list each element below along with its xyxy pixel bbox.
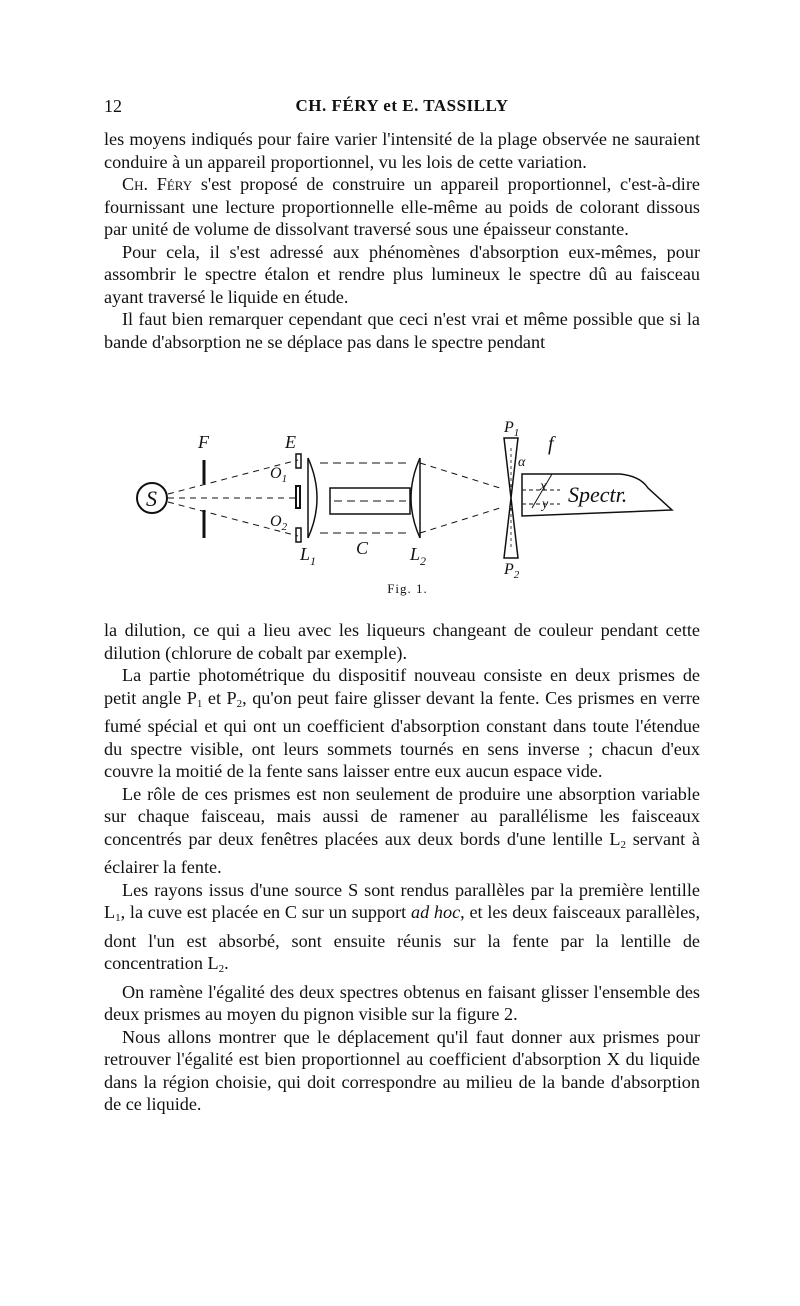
paragraph-text: s'est proposé de construire un appareil proportionnel, c'est-à-dire fournissant une lecture proportionnelle elle-même au poids de colorant dissous par unité de volume de dissolvant traversé sous une épaisseur constante.: [104, 174, 700, 239]
label-L1: $L_1$: [300, 544, 317, 568]
label-S: S: [146, 486, 157, 511]
paragraph-text: , et les deux faisceaux parallèles, dont l'un est absorbé, sont ensuite réunis sur la fente par la lentille de concentration L: [104, 902, 701, 973]
paragraph: On ramène l'égalité des deux spectres obtenus en faisant glisser l'ensemble des deux prismes au moyen du pignon visible sur la figure 2.: [104, 981, 700, 1024]
converging-rays: [420, 463, 500, 533]
label-x: x: [540, 479, 547, 494]
subscript: 2: [620, 838, 627, 851]
paragraph-text: , la cuve est placée en C sur un support: [120, 902, 411, 922]
running-title: CH. FÉRY et E. TASSILLY: [295, 96, 509, 115]
bottom-text-block: [104, 619, 700, 1116]
paragraph-text: et P: [202, 687, 237, 708]
label-y: y: [542, 497, 549, 512]
subscript: 2: [218, 963, 225, 975]
central-stop: [296, 486, 300, 508]
window-O2: [296, 528, 301, 542]
label-P1: $P_1$: [504, 419, 520, 439]
page-header: [104, 96, 700, 120]
subscript: 1: [196, 697, 203, 710]
figure-caption: Fig. 1.: [387, 581, 428, 596]
paragraph: [104, 879, 700, 981]
label-E: E: [285, 432, 296, 452]
paragraph-text: La partie photométrique du dispositif nouveau consiste en deux prismes de petit angle P: [104, 665, 700, 708]
label-O1: $O_1$: [270, 465, 288, 485]
figure-1: [120, 418, 695, 604]
paragraph-text: .: [224, 953, 229, 973]
parallel-rays: [320, 463, 410, 533]
subscript: 2: [236, 697, 243, 710]
paragraph-text: Les rayons issus d'une source S sont rendus parallèles par la première lentille L: [104, 879, 700, 922]
page-number: 12: [104, 96, 122, 116]
lens-L2: [411, 458, 420, 538]
paragraph-text: servant à éclairer la fente.: [104, 828, 700, 877]
paragraph: [104, 173, 700, 241]
paragraph: la dilution, ce qui a lieu avec les liqueurs changeant de couleur pendant cette dilution (chlorure de cobalt par exemple).: [104, 620, 700, 663]
paragraph: Pour cela, il s'est adressé aux phénomènes d'absorption eux-mêmes, pour assombrir le spectre étalon et rendre plus lumineux le spectre dû au faisceau ayant traversé le liquide en étude.: [104, 241, 700, 307]
paragraph: [104, 664, 700, 783]
subscript: 1: [115, 912, 121, 924]
top-text-block: [104, 128, 700, 353]
label-f: f: [548, 433, 554, 455]
author-name: Ch. Féry: [122, 174, 193, 194]
lens-L1: [308, 458, 317, 538]
paragraph: Nous allons montrer que le déplacement qu'il faut donner aux prismes pour retrouver l'égalité est bien proportionnel au coefficient d'absorption X du liquide dans la région choisie, qui doit correspondre au milieu de la bande d'absorption de ce liquide.: [104, 1026, 700, 1114]
paragraph: les moyens indiqués pour faire varier l'intensité de la plage observée ne sauraient conduire à un appareil proportionnel, vu les lois de cette variation.: [104, 129, 700, 172]
label-F: F: [198, 432, 209, 452]
paragraph: Il faut bien remarquer cependant que ceci n'est vrai et même possible que si la bande d'absorption ne se déplace pas dans le spectre pendant: [104, 309, 700, 352]
optical-diagram: [120, 418, 695, 578]
label-spectr: Spectr.: [568, 482, 628, 507]
label-C: C: [356, 538, 369, 558]
label-alpha: α: [518, 455, 526, 470]
italic-text: ad hoc: [410, 902, 461, 922]
paragraph: [104, 783, 700, 879]
paragraph-text: Le rôle de ces prismes est non seulement de produire une absorption variable sur chaque faisceau, mais aussi de ramener au parallélisme les faisceaux concentrés par deux fenêtres placées aux deux bords d'une lentille L: [104, 783, 700, 849]
label-L2: $L_2$: [410, 544, 427, 568]
window-O1: [296, 454, 301, 468]
label-O2: $O_2$: [270, 513, 288, 533]
paragraph-text: , qu'on peut faire glisser devant la fente. Ces prismes en verre fumé spécial et qui ont un coefficient d'absorption constant dans toute l'étendue du spectre visible, ont leurs sommets tournés en sens inverse ; chacun d'eux couvre la moitié de la fente sans laisser entre eux aucun espace vide.: [104, 687, 700, 781]
label-P2: $P_2$: [504, 561, 520, 578]
